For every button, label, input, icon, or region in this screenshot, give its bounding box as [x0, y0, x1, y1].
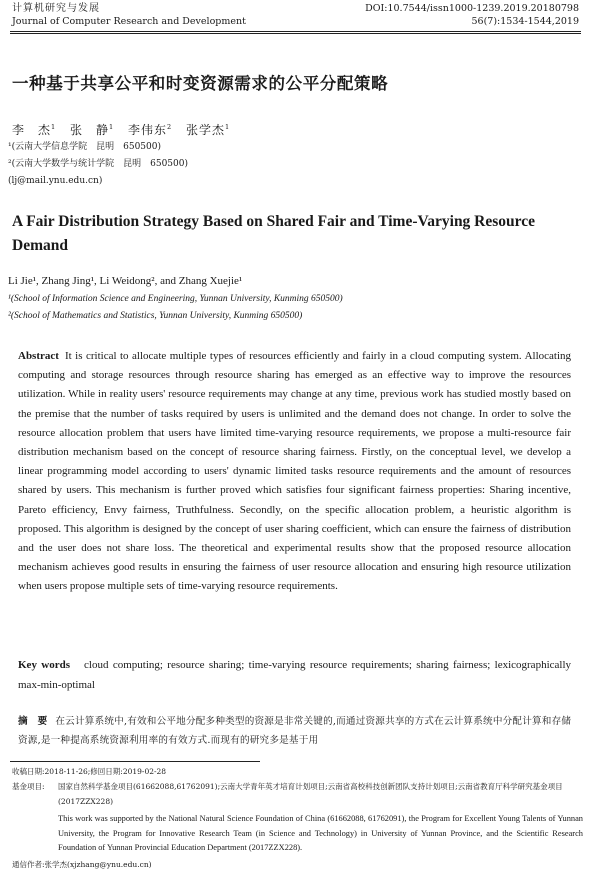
journal-name-en: Journal of Computer Research and Development — [12, 16, 246, 27]
footnote-rule — [10, 761, 260, 762]
header-rule-thin — [10, 33, 581, 34]
author-cn: 李 杰$^1$ — [12, 123, 57, 137]
abstract-label: Abstract — [18, 350, 59, 362]
author-cn: 张 静$^1$ — [69, 123, 115, 137]
keywords-label: Key words — [18, 659, 71, 671]
keywords-en — [18, 656, 571, 695]
journal-header — [12, 2, 246, 28]
author-list-cn — [12, 121, 239, 138]
volume-pages: 56(7):1534-1544,2019 — [471, 16, 579, 27]
abstract-cn-body: 在云计算系统中,有效和公平地分配多种类型的资源是非常关键的,而通过资源共享的方式在云计算系统中分配计算和存储资源,是一种提高系统资源利用率的有效方式.而现有的研究多是基于用 — [18, 716, 572, 746]
abstract-cn — [18, 712, 574, 750]
affiliation-cn: ²(云南大学数学与统计学院 昆明 650500) — [8, 159, 188, 169]
fund-info — [12, 779, 582, 809]
doi-header — [365, 2, 579, 28]
affiliation-en: ²(School of Mathematics and Statistics, Yunnan University, Kunming 650500) — [8, 311, 303, 321]
fund-cn: 国家自然科学基金项目(61662088,61762091);云南大学青年英才培育计划项目;云南省高校科技创新团队支持计划项目;云南省教育厅科学研究基金项目(2017ZZX228) — [58, 782, 563, 806]
received-date: 收稿日期:2018-11-26;修回日期:2019-02-28 — [12, 767, 167, 776]
author-cn: 张学杰$^1$ — [185, 123, 231, 137]
affiliation-en: ¹(School of Information Science and Engineering, Yunnan University, Kunming 650500) — [8, 294, 343, 304]
paper-title-cn: 一种基于共享公平和时变资源需求的公平分配策略 — [12, 74, 389, 93]
fund-label: 基金项目: — [12, 782, 45, 791]
author-cn: 李伟东$^2$ — [127, 123, 173, 137]
author-list-en: Li Jie¹, Zhang Jing¹, Li Weidong², and Zhang Xuejie¹ — [8, 275, 243, 287]
abstract-en — [18, 347, 571, 597]
doi: DOI:10.7544/issn1000-1239.2019.20180798 — [365, 3, 579, 14]
journal-name-cn: 计算机研究与发展 — [12, 3, 100, 14]
paper-title-en: A Fair Distribution Strategy Based on Shared Fair and Time-Varying Resource Demand — [12, 213, 536, 254]
affiliation-cn: ¹(云南大学信息学院 昆明 650500) — [8, 142, 161, 152]
author-email: (lj@mail.ynu.edu.cn) — [8, 176, 103, 186]
abstract-cn-label: 摘 要 — [18, 716, 48, 727]
abstract-body: It is critical to allocate multiple types of resources efficiently and fairly in a cloud computing system. Allocating computing and storage resources through resource sharing has emerged as an effective way to improve the resources utilization. While in reality users' resource requirements may change at any time, previous work has studied mostly based on the premise that the number of tasks required by users is unlimited and the demand does not change. In order to solve the resource allocation problem that users have limited time-varying resource requirements, we propose a multi-resource fair distribution mechanism based on the concept of resource sharing fairness. Firstly, on the conceptual level, we develop a linear programming model according to users' dynamic limited tasks resource requirements and the amount of resources shared by users. This mechanism is further proved which satisfies four significant fairness properties: Sharing incentive, Pareto efficiency, Envy fairness, Truthfulness. Secondly, on the specific allocation problem, a heuristic algorithm is proposed. This algorithm is designed by the concept of user sharing coefficient, which can ensure the fairness of distribution and the user does not share loss. The theoretical and experimental results show that the proposed resource allocation mechanism achieves good results in ensuring the fairness of user resource allocation and ensuring high resource utilization when users propose multiple sets of time-varying resource requirements. — [18, 350, 571, 593]
corresponding-author: 通信作者:张学杰(xjzhang@ynu.edu.cn) — [12, 860, 152, 869]
fund-en: This work was supported by the National Natural Science Foundation of China (61662088, 61762091), the Program for Excellent Young Talents of Yunnan University, the Program for Innovative Research Team (in Science and Technology) in University of Yunnan Province, and the Scientific Research Foundation of Yunnan Provincial Education Department (2017ZZX228). — [58, 814, 583, 852]
keywords-body: cloud computing; resource sharing; time-varying resource requirements; sharing fairness; lexicographically max-min-optimal — [18, 659, 571, 691]
header-rule — [10, 31, 581, 32]
